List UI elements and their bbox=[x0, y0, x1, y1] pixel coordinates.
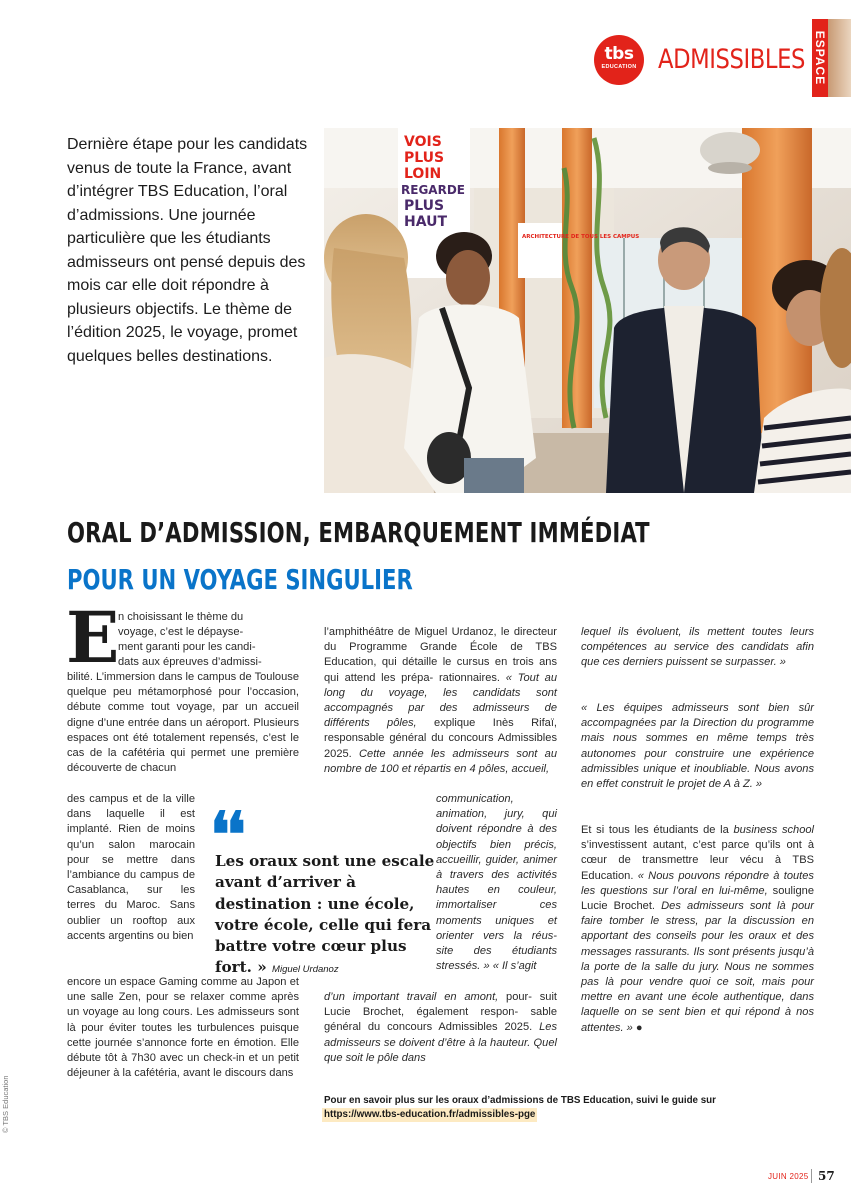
banner-line-5: PLUS bbox=[404, 198, 445, 214]
col3-text-5: souligne Lucie Brochet. bbox=[581, 884, 814, 913]
logo-subtext: EDUCATION bbox=[601, 64, 637, 70]
col3-text-1: Et si tous les étudiants de la bbox=[581, 824, 734, 836]
quote-mark-icon: ❛❛ bbox=[210, 798, 242, 871]
col2-text-3: explique Inès Rifaï, responsable général du concours Admissibles 2025. bbox=[324, 717, 557, 760]
col3-text-3: s’investissent autant, c’est parce qu’ils ont à cœur de transmettre leur vécu à TBS Education. bbox=[581, 839, 814, 882]
banner-line-3: LOIN bbox=[404, 166, 442, 182]
col1-dropcap-line-1: n choisissant le thème du bbox=[118, 611, 244, 623]
pull-quote bbox=[215, 851, 440, 981]
photo-credit: © TBS Education bbox=[1, 1075, 10, 1133]
banner-line-6: HAUT bbox=[404, 214, 448, 230]
col2-text-6: pour- suit Lucie Brochet, également respon- sable général du concours Admissibles 2025. bbox=[324, 991, 557, 1034]
col3-text-6: Des admisseurs sont là pour faire tomber le stress, par la discussion en apportant des conseils pour les oraux et des messages rassurants. Ils sont présents jusqu’à la porte de la salle du jury. Nous ne sommes pas là pour vendre quoi ce soit, mais pour mettre en avant une école authentique, dans laquelle on se sent bien et qui répond à nos attentes. » bbox=[581, 900, 814, 1034]
info-text: Pour en savoir plus sur les oraux d’admissions de TBS Education, suivi le guide sur bbox=[324, 1095, 716, 1106]
drop-cap: E bbox=[66, 596, 120, 679]
info-link[interactable]: https://www.tbs-education.fr/admissibles-pge bbox=[324, 1109, 536, 1120]
col2-paragraph-b: communication, animation, jury, qui doivent répondre à des objectifs bien précis, accueillir, guider, animer à travers des activités hautes en couleur, immortaliser ces moments uniques et orienter vers la réus- site des étudiants stressés. » « Il s’agit bbox=[436, 793, 557, 973]
col1-dropcap-line-2: voyage, c’est le dépayse- bbox=[118, 626, 244, 638]
col1-paragraph-a: bilité. L’immersion dans le campus de Toulouse quelque peu métamorphosé pour l’occasion, débute comme tout voyage, par un accueil digne d’une entrée dans un aéroport. Plusieurs espaces ont été totalement repensés, c’est le cas de la cafétéria qui permet une première découverte de chacun bbox=[67, 671, 299, 775]
col1-dropcap-line-3: ment garanti pour les candi- bbox=[118, 641, 256, 653]
pull-quote-author: Miguel Urdanoz bbox=[272, 964, 339, 976]
end-mark-icon: ● bbox=[635, 1021, 643, 1034]
article-title: ORAL D’ADMISSION, EMBARQUEMENT IMMÉDIAT bbox=[67, 516, 650, 549]
intro-paragraph: Dernière étape pour les candidats venus de toute la France, avant d’intégrer TBS Education, l’oral d’admissions. Une journée particulière que les étudiants admisseurs ont pensé depuis des mois car elle doit répondre à plusieurs objectifs. Le thème de l’édition 2025, le voyage, promet quelques belles destinations. bbox=[67, 136, 308, 365]
col3-paragraph-1: lequel ils évoluent, ils mettent toutes leurs compétences au service des candidats afin que ces derniers puissent se surpasser. » bbox=[581, 626, 814, 669]
col2-text-2: « Tout au long du voyage, les candidats sont accompagnés par des admisseurs de différents pôles, bbox=[324, 671, 558, 730]
col3-text-4: « Nous pouvons répondre à toutes les questions sur l’oral en lui-même, bbox=[581, 869, 814, 897]
banner-line-2: PLUS bbox=[404, 150, 445, 166]
col1-paragraph-b: des campus et de la ville dans laquelle il est implanté. Rien de moins qu’un salon marocain pour se mettre dans l’ambiance du campus de Casablanca, sur les terres du Maroc. Sans oublier un rooftop aux accents argentins ou bien bbox=[67, 793, 195, 942]
col2-paragraph-a bbox=[324, 625, 557, 777]
tbs-logo bbox=[594, 35, 644, 85]
col2-paragraph-c bbox=[324, 990, 557, 1066]
pull-quote-text: Les oraux sont une escale avant d’arriver à destination : une école, votre école, celle qui fera battre votre cœur plus fort. » bbox=[215, 852, 435, 977]
col3-paragraph-2: « Les équipes admisseurs sont bien sûr accompagnées par la Direction du programme mais nous sommes en même temps très autonomes pour construire une expérience admissibles unique et inoubliable. Nous avons en effet construit le projet de A à Z. » bbox=[581, 702, 814, 791]
col3-paragraph-3 bbox=[581, 823, 814, 1036]
issue-date: JUIN 2025 bbox=[768, 1172, 809, 1181]
article-subtitle: POUR UN VOYAGE SINGULIER bbox=[67, 563, 413, 596]
side-sign: ARCHITECTURE DE TOUS LES CAMPUS bbox=[522, 234, 640, 240]
col1-dropcap-line-4: dats aux épreuves d’admissi- bbox=[118, 656, 262, 668]
col2-text-4: Cette année les admisseurs sont au nombre de 100 et répartis en 4 pôles, accueil, bbox=[324, 747, 557, 775]
article-photo bbox=[324, 128, 851, 493]
banner-line-4: REGARDE bbox=[401, 183, 465, 197]
section-tab bbox=[812, 19, 828, 97]
logo-text: tbs bbox=[604, 44, 634, 64]
col3-text-2: business school bbox=[733, 824, 815, 836]
info-box bbox=[324, 1094, 716, 1122]
page-number: 57 bbox=[818, 1169, 835, 1183]
col2-text-1: l’amphithéâtre de Miguel Urdanoz, le directeur du Programme Grande École de TBS Education, qui détaille le cursus en trois ans qui attend les prépa- rationnaires. bbox=[324, 626, 557, 684]
col1-paragraph-c: encore un espace Gaming comme au Japon et une salle Zen, pour se relaxer comme après un voyage au long cours. Les admisseurs sont là pour éviter toutes les turbulences puisque cette journée s’annonce forte en émotion. Elle débute tôt à 7h30 avec un check-in et un petit déjeuner à la cafétéria, avant le discours dans bbox=[67, 976, 299, 1080]
section-tab-label: ESPACE bbox=[813, 30, 827, 86]
footer-divider bbox=[811, 1169, 812, 1183]
section-title: ADMISSIBLES bbox=[658, 44, 806, 75]
col2-text-7: Les admisseurs se doivent d’être à la hauteur. Quel que soit le pôle dans bbox=[324, 1021, 557, 1064]
header-photo-edge bbox=[828, 19, 851, 97]
banner-line-1: VOIS bbox=[404, 134, 442, 150]
col2-text-5: d’un important travail en amont, bbox=[324, 991, 507, 1003]
